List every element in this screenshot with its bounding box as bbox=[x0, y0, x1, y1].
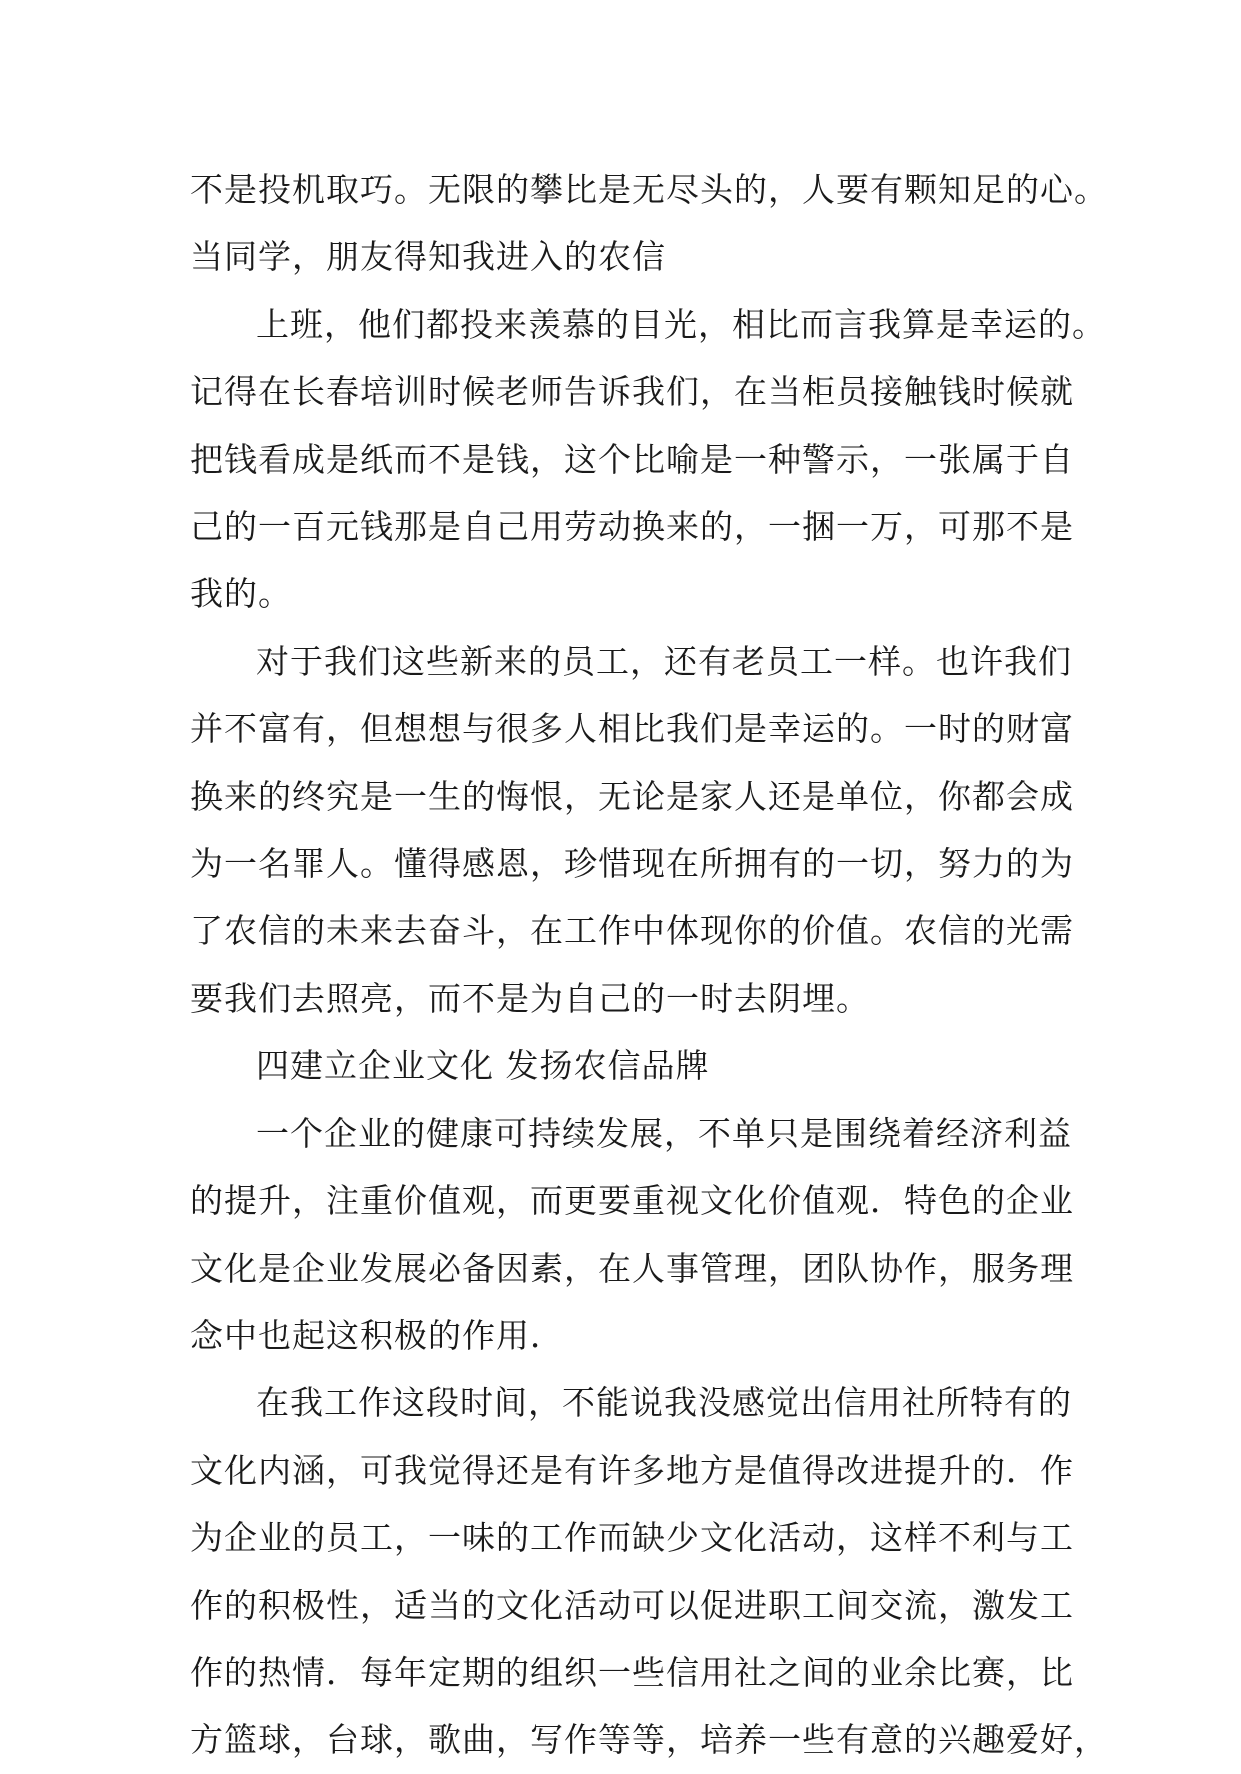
text-line: 把钱看成是纸而不是钱，这个比喻是一种警示，一张属于自 bbox=[190, 439, 1074, 479]
text-line: 的提升，注重价值观，而更要重视文化价值观．特色的企业 bbox=[190, 1181, 1074, 1221]
text-line: 文化是企业发展必备因素，在人事管理，团队协作，服务理 bbox=[190, 1248, 1074, 1288]
paragraph-6 bbox=[190, 1369, 1108, 1773]
text-line: 不是投机取巧。无限的攀比是无尽头的，人要有颗知足的心。 bbox=[190, 170, 1108, 209]
text-line: 为企业的员工，一味的工作而缺少文化活动，这样不利与工 bbox=[190, 1518, 1074, 1558]
text-line: 当同学，朋友得知我进入的农信 bbox=[190, 237, 666, 277]
text-line: 一个企业的健康可持续发展，不单只是围绕着经济利益 bbox=[256, 1113, 1072, 1153]
text-line: 作的积极性，适当的文化活动可以促进职工间交流，激发工 bbox=[190, 1585, 1074, 1625]
paragraph-5 bbox=[190, 1100, 1074, 1370]
section-heading bbox=[190, 1032, 1050, 1099]
text-line: 上班，他们都投来羡慕的目光，相比而言我算是幸运的。 bbox=[256, 304, 1106, 344]
text-line: 了农信的未来去奋斗，在工作中体现你的价值。农信的光需 bbox=[190, 911, 1074, 951]
text-line: 为一名罪人。懂得感恩，珍惜现在所拥有的一切，努力的为 bbox=[190, 844, 1074, 884]
text-line: 在我工作这段时间，不能说我没感觉出信用社所特有的 bbox=[256, 1383, 1072, 1423]
document-body bbox=[190, 156, 1108, 1774]
text-line: 对于我们这些新来的员工，还有老员工一样。也许我们 bbox=[256, 641, 1072, 681]
heading-text: 四建立企业文化 发扬农信品牌 bbox=[256, 1046, 710, 1086]
text-line: 己的一百元钱那是自己用劳动换来的，一捆一万，可那不是 bbox=[190, 507, 1074, 547]
text-line: 我的。 bbox=[190, 574, 292, 614]
text-line: 作的热情．每年定期的组织一些信用社之间的业余比赛，比 bbox=[190, 1652, 1074, 1692]
text-line: 并不富有，但想想与很多人相比我们是幸运的。一时的财富 bbox=[190, 709, 1074, 749]
text-line: 念中也起这积极的作用． bbox=[190, 1315, 564, 1355]
text-line: 文化内涵，可我觉得还是有许多地方是值得改进提升的．作 bbox=[190, 1450, 1074, 1490]
text-line: 记得在长春培训时候老师告诉我们，在当柜员接触钱时候就 bbox=[190, 372, 1074, 412]
text-line: 要我们去照亮，而不是为自己的一时去阴埋。 bbox=[190, 978, 870, 1018]
paragraph-2 bbox=[190, 291, 1106, 628]
text-line: 方篮球，台球，歌曲，写作等等，培养一些有意的兴趣爱好， bbox=[190, 1720, 1108, 1760]
paragraph-1 bbox=[190, 156, 1108, 291]
paragraph-3 bbox=[190, 628, 1074, 1032]
text-line: 换来的终究是一生的悔恨，无论是家人还是单位，你都会成 bbox=[190, 776, 1074, 816]
